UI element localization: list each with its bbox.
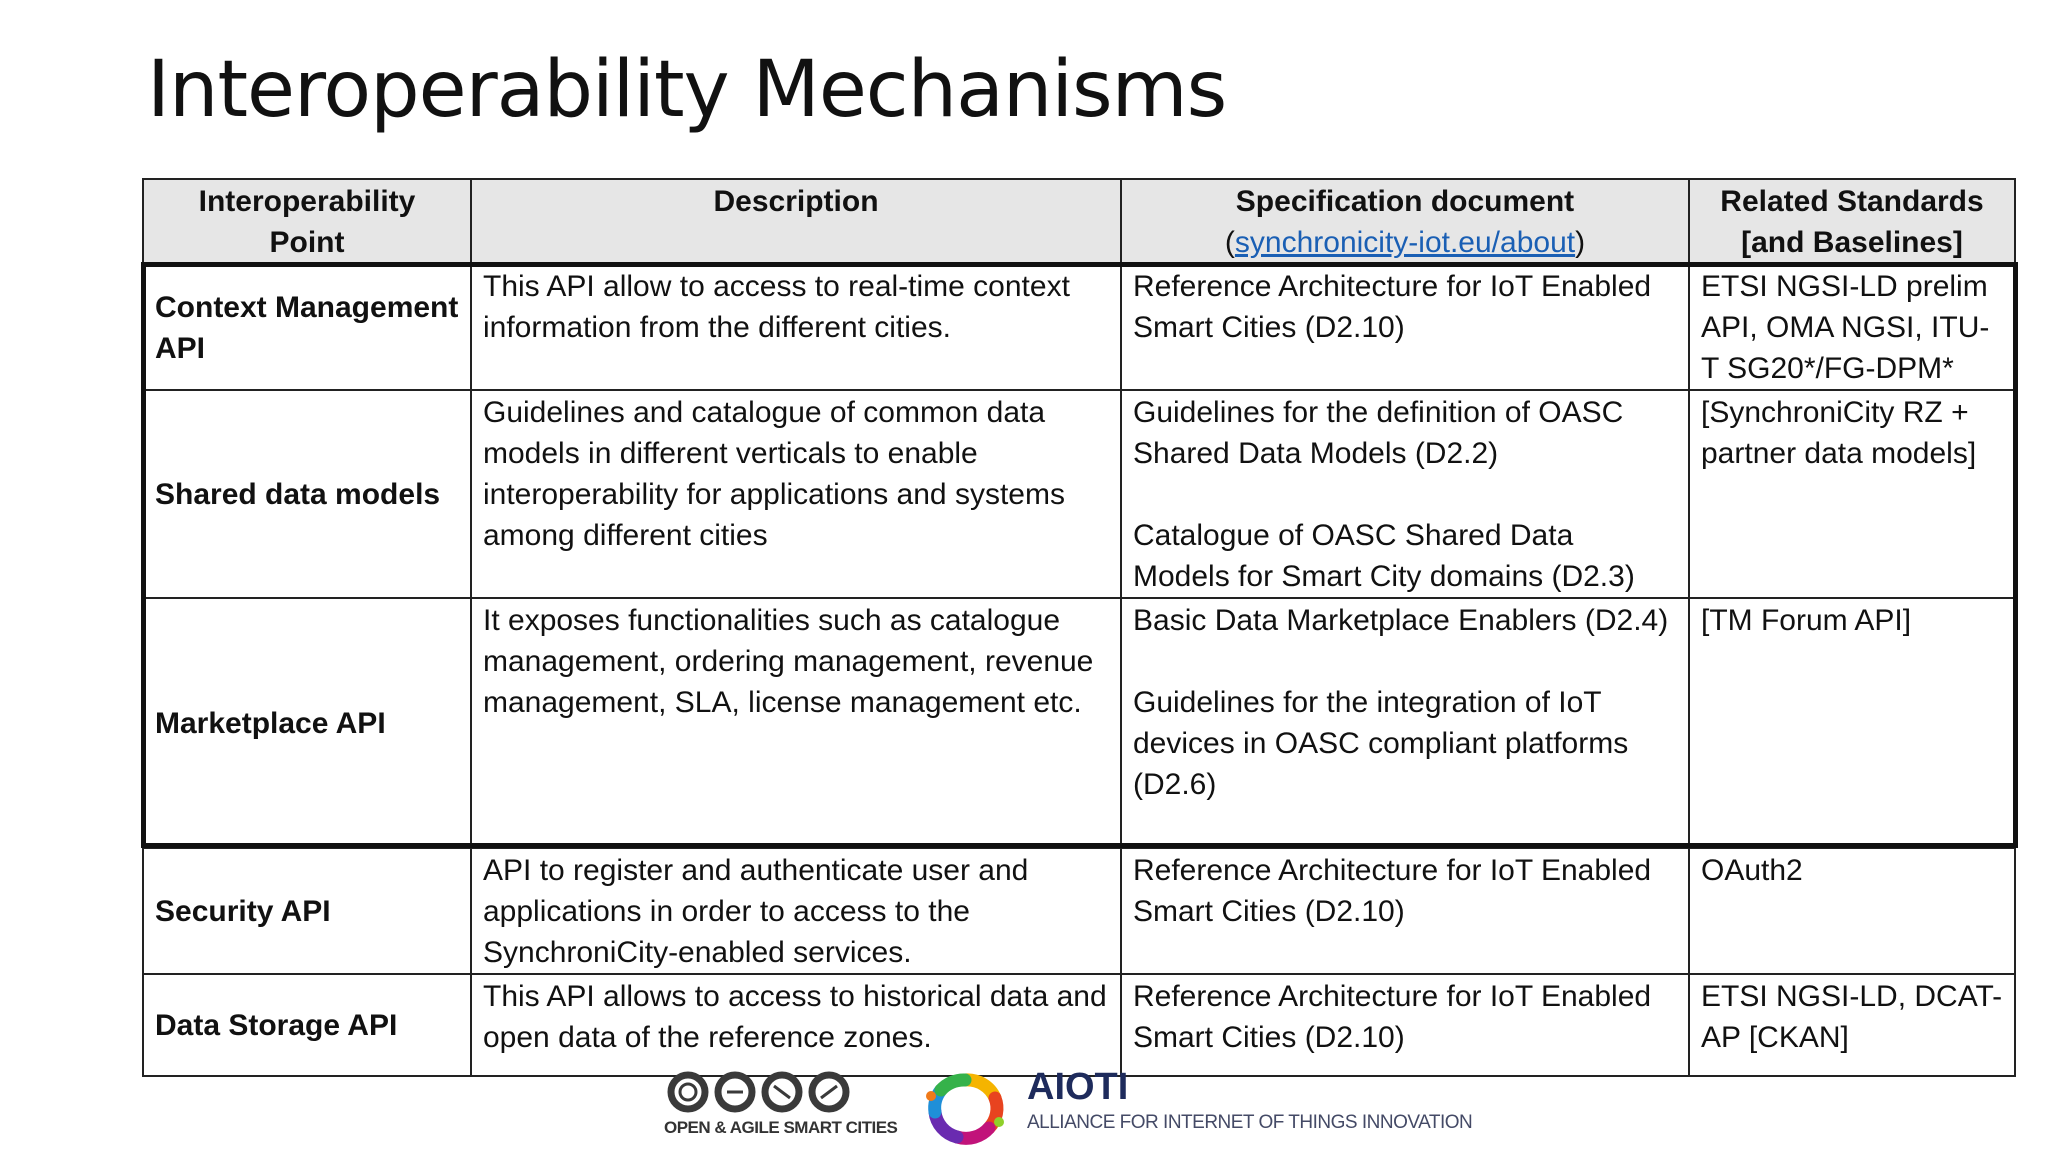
cell-description: API to register and authenticate user and applications in order to access to the SynchroniCity-enabled services. [471, 848, 1121, 974]
cell-description: This API allows to access to historical data and open data of the reference zones. [471, 974, 1121, 1076]
header-interoperability-point [143, 179, 471, 264]
cell-point: Context Management API [143, 264, 471, 390]
oasc-rings-logo-icon [664, 1068, 854, 1116]
header-spec-line1: Specification document [1235, 185, 1575, 218]
aioti-color-ring-logo-icon [915, 1072, 1015, 1146]
spec-paragraph: Reference Architecture for IoT Enabled Smart Cities (D2.10) [1133, 980, 1652, 1054]
spec-paragraph: Guidelines for the definition of OASC Shared Data Models (D2.2) [1133, 396, 1624, 470]
oasc-logo-text: OPEN & AGILE SMART CITIES [664, 1118, 898, 1137]
cell-standards: ETSI NGSI-LD, DCAT-AP [CKAN] [1689, 974, 2015, 1076]
header-standards-line1: Related Standards [1720, 185, 1984, 218]
header-point-line1: Interoperability [198, 185, 416, 218]
table-header-row [143, 179, 2015, 264]
cell-spec [1121, 848, 1689, 974]
aioti-logo-subtitle: ALLIANCE FOR INTERNET OF THINGS INNOVATION [1027, 1112, 1473, 1133]
table-row [143, 264, 2015, 390]
aioti-logo [915, 1066, 1473, 1152]
header-spec-paren-open: ( [1224, 226, 1235, 259]
cell-standards: ETSI NGSI-LD prelim API, OMA NGSI, ITU-T SG20*/FG-DPM* [1689, 264, 2015, 390]
header-point-line2: Point [269, 226, 345, 259]
aioti-logo-name: AIOTI [1027, 1066, 1129, 1108]
interoperability-table [142, 178, 2016, 1077]
oasc-logo [664, 1068, 898, 1148]
cell-point: Security API [143, 848, 471, 974]
cell-spec [1121, 598, 1689, 848]
cell-point: Shared data models [143, 390, 471, 598]
cell-description: It exposes functionalities such as catalogue management, ordering management, revenue management, SLA, license management etc. [471, 598, 1121, 848]
table-row [143, 598, 2015, 848]
header-related-standards [1689, 179, 2015, 264]
spec-paragraph: Guidelines for the integration of IoT devices in OASC compliant platforms (D2.6) [1133, 686, 1629, 801]
cell-standards: [SynchroniCity RZ + partner data models] [1689, 390, 2015, 598]
header-specification-document [1121, 179, 1689, 264]
table-row [143, 390, 2015, 598]
spec-paragraph: Catalogue of OASC Shared Data Models for Smart City domains (D2.3) [1133, 519, 1635, 593]
cell-standards: [TM Forum API] [1689, 598, 2015, 848]
cell-point: Marketplace API [143, 598, 471, 848]
cell-point: Data Storage API [143, 974, 471, 1076]
header-description [471, 179, 1121, 264]
cell-spec [1121, 390, 1689, 598]
spec-paragraph: Reference Architecture for IoT Enabled Smart Cities (D2.10) [1133, 854, 1652, 928]
header-standards-line2: [and Baselines] [1741, 226, 1963, 259]
cell-spec [1121, 974, 1689, 1076]
cell-spec [1121, 264, 1689, 390]
cell-standards: OAuth2 [1689, 848, 2015, 974]
header-description-label: Description [713, 185, 879, 218]
table-row [143, 974, 2015, 1076]
footer-logos [660, 1066, 1473, 1152]
cell-description: This API allow to access to real-time context information from the different cities. [471, 264, 1121, 390]
spec-document-link[interactable]: synchronicity-iot.eu/about [1234, 226, 1576, 259]
table-row [143, 848, 2015, 974]
slide-title: Interoperability Mechanisms [147, 45, 1227, 135]
spec-paragraph: Basic Data Marketplace Enablers (D2.4) [1133, 604, 1669, 637]
spec-paragraph: Reference Architecture for IoT Enabled Smart Cities (D2.10) [1133, 270, 1652, 344]
header-spec-paren-close: ) [1575, 226, 1586, 259]
cell-description: Guidelines and catalogue of common data models in different verticals to enable interoperability for applications and systems among different cities [471, 390, 1121, 598]
